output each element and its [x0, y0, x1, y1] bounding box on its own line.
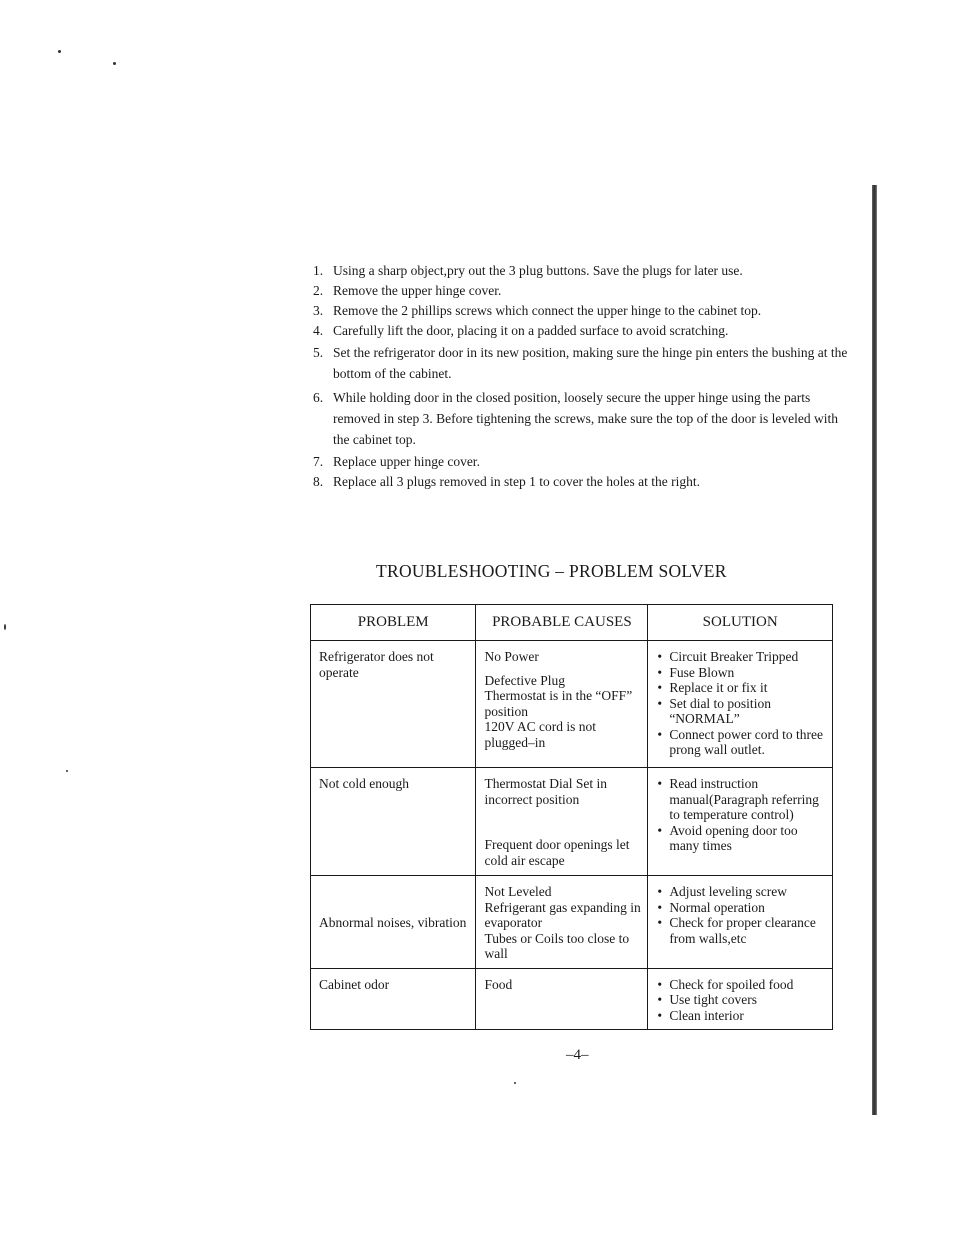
- page-number: –4–: [566, 1047, 589, 1063]
- solution-list: [656, 649, 826, 758]
- solution-item: • Connect power cord to three prong wall outlet.: [656, 727, 826, 758]
- table-row: [311, 876, 833, 969]
- solution-item: • Read instruction manual(Paragraph referring to temperature control): [656, 776, 826, 823]
- header-solution: SOLUTION: [648, 605, 833, 641]
- solution-item: • Avoid opening door too many times: [656, 823, 826, 854]
- step-number: 2.: [313, 283, 324, 298]
- step-text: While holding door in the closed position, loosely secure the upper hinge using the parts removed in step 3. Before tightening the screws, make sure the top of the door is leveled with the cabinet top.: [333, 390, 838, 447]
- solution-item: • Replace it or fix it: [656, 680, 826, 696]
- solution-item: • Clean interior: [656, 1008, 826, 1024]
- solution-list: [656, 776, 826, 854]
- cause-text: No Power: [484, 649, 539, 664]
- step-number: 3.: [313, 303, 324, 318]
- problem-cell: Refrigerator does not operate: [311, 641, 476, 768]
- step-text: Replace upper hinge cover.: [333, 454, 480, 469]
- cause-text: Thermostat is in the “OFF” position: [484, 688, 633, 719]
- causes-cell: [476, 768, 648, 876]
- solutions-cell: [648, 876, 833, 969]
- scan-binding-edge: [872, 185, 877, 1115]
- cause-text: Food: [484, 976, 513, 992]
- causes-cell: [476, 876, 648, 969]
- solution-item: • Use tight covers: [656, 992, 826, 1008]
- scan-speck: [113, 62, 116, 65]
- step-number: 7.: [313, 454, 324, 469]
- cause-text: 120V AC cord is not plugged–in: [484, 719, 596, 750]
- scan-speck: [4, 624, 6, 630]
- step-item: [313, 473, 853, 490]
- cause-text: Tubes or Coils too close to wall: [484, 930, 630, 961]
- solutions-cell: [648, 968, 833, 1030]
- solution-item: • Check for proper clearance from walls,etc: [656, 915, 826, 946]
- step-item: [313, 302, 853, 319]
- solutions-cell: [648, 768, 833, 876]
- step-item: [313, 453, 853, 470]
- step-text: Using a sharp object,pry out the 3 plug buttons. Save the plugs for later use.: [333, 263, 743, 278]
- step-number: 4.: [313, 323, 324, 338]
- cause-text: Not Leveled: [484, 884, 552, 899]
- solution-item: • Set dial to position “NORMAL”: [656, 696, 826, 727]
- problem-cell: Not cold enough: [311, 768, 476, 876]
- table-header-row: [311, 605, 833, 641]
- solutions-cell: [648, 641, 833, 768]
- step-text: Remove the 2 phillips screws which connect the upper hinge to the cabinet top.: [333, 303, 762, 318]
- step-item: [313, 322, 853, 339]
- header-probable-causes: PROBABLE CAUSES: [476, 605, 648, 641]
- step-text: Replace all 3 plugs removed in step 1 to cover the holes at the right.: [333, 474, 701, 489]
- solution-item: • Normal operation: [656, 900, 826, 916]
- table-row: [311, 641, 833, 768]
- solution-item: • Fuse Blown: [656, 665, 826, 681]
- step-number: 5.: [313, 345, 324, 360]
- solution-list: [656, 977, 826, 1024]
- causes-cell: [476, 641, 648, 768]
- problem-cell: Abnormal noises, vibration: [311, 876, 476, 969]
- step-number: 1.: [313, 263, 324, 278]
- scan-speck: [66, 770, 68, 772]
- causes-cell: [476, 968, 648, 1030]
- table-row: [311, 968, 833, 1030]
- troubleshooting-table: [310, 604, 833, 1030]
- step-text: Set the refrigerator door in its new position, making sure the hinge pin enters the bushing at the bottom of the cabinet.: [333, 345, 848, 381]
- solution-item: • Adjust leveling screw: [656, 884, 826, 900]
- step-item: [313, 282, 853, 299]
- header-problem: PROBLEM: [311, 605, 476, 641]
- cause-text: Refrigerant gas expanding in evaporator: [484, 899, 641, 930]
- troubleshooting-title: TROUBLESHOOTING – PROBLEM SOLVER: [376, 561, 727, 581]
- cause-text: Defective Plug: [484, 672, 566, 688]
- step-number: 8.: [313, 474, 324, 489]
- step-item: [313, 387, 853, 450]
- step-text: Carefully lift the door, placing it on a padded surface to avoid scratching.: [333, 323, 729, 338]
- problem-cell: Cabinet odor: [311, 968, 476, 1030]
- step-item: [313, 342, 853, 384]
- solution-list: [656, 884, 826, 946]
- cause-text: Thermostat Dial Set in incorrect position: [484, 776, 608, 807]
- solution-item: • Circuit Breaker Tripped: [656, 649, 826, 665]
- door-reversal-steps: [313, 262, 853, 493]
- step-text: Remove the upper hinge cover.: [333, 283, 502, 298]
- table-row: [311, 768, 833, 876]
- solution-item: • Check for spoiled food: [656, 977, 826, 993]
- step-item: [313, 262, 853, 279]
- scan-speck: [514, 1082, 516, 1084]
- step-number: 6.: [313, 390, 324, 405]
- scan-speck: [58, 50, 61, 53]
- cause-text: Frequent door openings let cold air escape: [484, 837, 630, 868]
